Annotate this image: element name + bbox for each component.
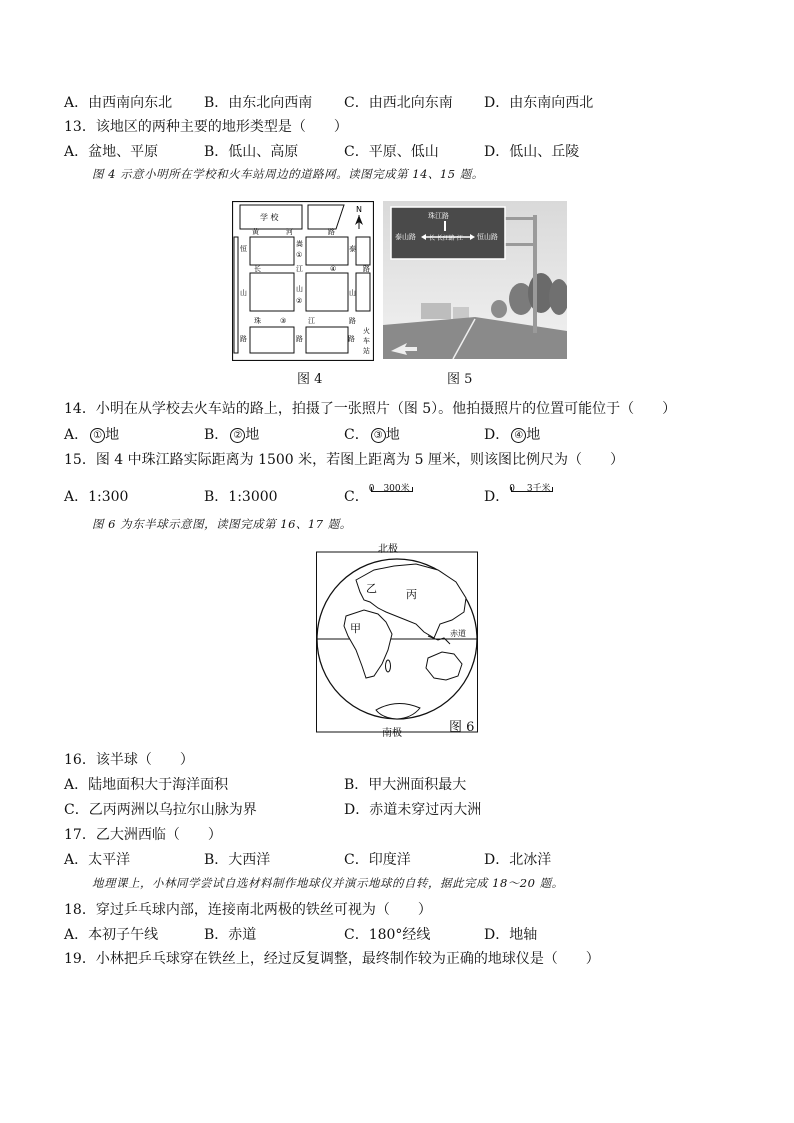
q13-stem: 13．该地区的两种主要的地形类型是（ ）	[64, 119, 348, 135]
q15-stem: 15．图 4 中珠江路实际距离为 1500 米，若图上距离为 5 厘米，则该图比例尺为（ ）	[64, 452, 624, 468]
instruction-14-15: 图 4 示意小明所在学校和火车站周边的道路网。读图完成第 14、15 题。	[92, 167, 484, 181]
marker-2: ②	[296, 297, 303, 305]
q17-option-a: A．太平洋	[64, 852, 131, 868]
lu-east-1: 路	[363, 265, 370, 273]
q13-option-c: C．平原、低山	[344, 144, 439, 160]
q18-option-a: A．本初子午线	[64, 927, 159, 943]
q18-options	[64, 924, 744, 942]
north-pole-label: 北极	[378, 544, 398, 555]
q16-option-c: C．乙丙两洲以乌拉尔山脉为界	[64, 802, 257, 818]
scale-bar-300m: 0 300米	[369, 487, 415, 503]
songshan-2: 山	[296, 285, 303, 293]
shan-west: 山	[240, 289, 247, 297]
q18-option-d: D．地轴	[484, 927, 538, 943]
heng-label: 恒	[240, 245, 247, 253]
q13-option-d: D．低山、丘陵	[484, 144, 580, 160]
q18-stem: 18．穿过乒乓球内部，连接南北两极的铁丝可视为（ ）	[64, 902, 432, 918]
station-2: 车	[363, 337, 370, 345]
songshan-1: 嵩	[296, 240, 303, 248]
zhujiang-2: 江	[308, 317, 315, 325]
figure-4-caption: 图 4	[297, 372, 323, 387]
figure-6-eastern-hemisphere	[316, 540, 478, 738]
q18-option-b: B．赤道	[204, 927, 257, 943]
huanghe-3: 路	[328, 228, 335, 236]
q13-options	[64, 141, 744, 159]
q15-option-b: B．1:3000	[204, 489, 278, 505]
q13-option-a: A．盆地、平原	[64, 144, 159, 160]
continent-bing-label: 丙	[406, 588, 417, 601]
q19-stem: 19．小林把乒乓球穿在铁丝上，经过反复调整，最终制作较为正确的地球仪是（ ）	[64, 951, 600, 967]
figure-5-caption: 图 5	[447, 372, 473, 387]
q16-option-a: A．陆地面积大于海洋面积	[64, 777, 229, 793]
huanghe-2: 河	[286, 228, 293, 236]
q14-options	[64, 424, 744, 442]
sign-mid-road: 长 长江路 江	[429, 235, 463, 242]
q17-stem: 17．乙大洲西临（ ）	[64, 827, 222, 843]
north-label: N	[356, 205, 362, 214]
q16-options-row2	[64, 799, 744, 817]
q17-option-c: C．印度洋	[344, 852, 411, 868]
scale-bar-3km: 0 3千米	[509, 487, 555, 503]
equator-label: 赤道	[450, 629, 466, 638]
shan-east: 山	[349, 289, 356, 297]
q12-option-d: D．由东南向西北	[484, 95, 594, 111]
q12-option-c: C．由西北向东南	[344, 95, 453, 111]
tai-label: 泰	[349, 245, 356, 253]
station-3: 站	[363, 347, 370, 355]
lu-east-2: 路	[348, 335, 355, 343]
q14-option-c: C． ③ 地	[344, 427, 400, 443]
q15-option-c: C． 0 300米	[344, 486, 415, 506]
zhujiang-3: 路	[349, 317, 356, 325]
q12-options	[64, 92, 744, 110]
south-pole-label: 南极	[382, 728, 402, 738]
q18-option-c: C．180°经线	[344, 927, 431, 943]
sign-right-road: 恒山路	[477, 233, 498, 241]
marker-4: ④	[330, 265, 337, 273]
figure-4-road-map	[232, 201, 374, 361]
songshan-3: 路	[296, 335, 303, 343]
q17-option-b: B．大西洋	[204, 852, 271, 868]
q16-option-d: D．赤道未穿过丙大洲	[344, 802, 482, 818]
q17-options	[64, 849, 744, 867]
instruction-18-20: 地理课上，小林同学尝试自选材料制作地球仪并演示地球的自转，据此完成 18～20 题。	[92, 876, 564, 890]
q14-option-d: D． ④ 地	[484, 427, 541, 443]
q13-option-b: B．低山、高原	[204, 144, 299, 160]
q15-option-d: D． 0 3千米	[484, 486, 555, 506]
q14-option-a: A． ① 地	[64, 427, 120, 443]
zhujiang-1: 珠	[254, 317, 261, 325]
marker-3: ③	[280, 317, 287, 325]
continent-jia-label: 甲	[350, 622, 361, 635]
lu-west: 路	[240, 335, 247, 343]
q17-option-d: D．北冰洋	[484, 852, 552, 868]
school-label: 学 校	[260, 213, 279, 222]
changjiang-2: 江	[296, 265, 303, 273]
q15-options	[64, 486, 744, 504]
instruction-16-17: 图 6 为东半球示意图，读图完成第 16、17 题。	[92, 517, 352, 531]
q14-stem: 14．小明在从学校去火车站的路上，拍摄了一张照片（图 5）。他拍摄照片的位置可能位于（ ）	[64, 401, 677, 417]
q16-option-b: B．甲大洲面积最大	[344, 777, 467, 793]
figure-6-caption: 图 6	[449, 720, 475, 735]
marker-1: ①	[296, 251, 303, 259]
sign-top-road: 珠江路	[428, 212, 449, 220]
q15-option-a: A．1:300	[64, 489, 129, 505]
station-1: 火	[363, 327, 370, 335]
huanghe-1: 黄	[252, 228, 259, 236]
q12-option-b: B．由东北向西南	[204, 95, 313, 111]
q16-options-row1	[64, 774, 744, 792]
q16-stem: 16．该半球（ ）	[64, 752, 194, 768]
continent-yi-label: 乙	[366, 582, 377, 595]
changjiang-1: 长	[254, 265, 261, 273]
sign-left-road: 泰山路	[395, 233, 416, 241]
q12-option-a: A．由西南向东北	[64, 95, 173, 111]
q14-option-b: B． ② 地	[204, 427, 260, 443]
figure-5-photo	[383, 201, 567, 359]
